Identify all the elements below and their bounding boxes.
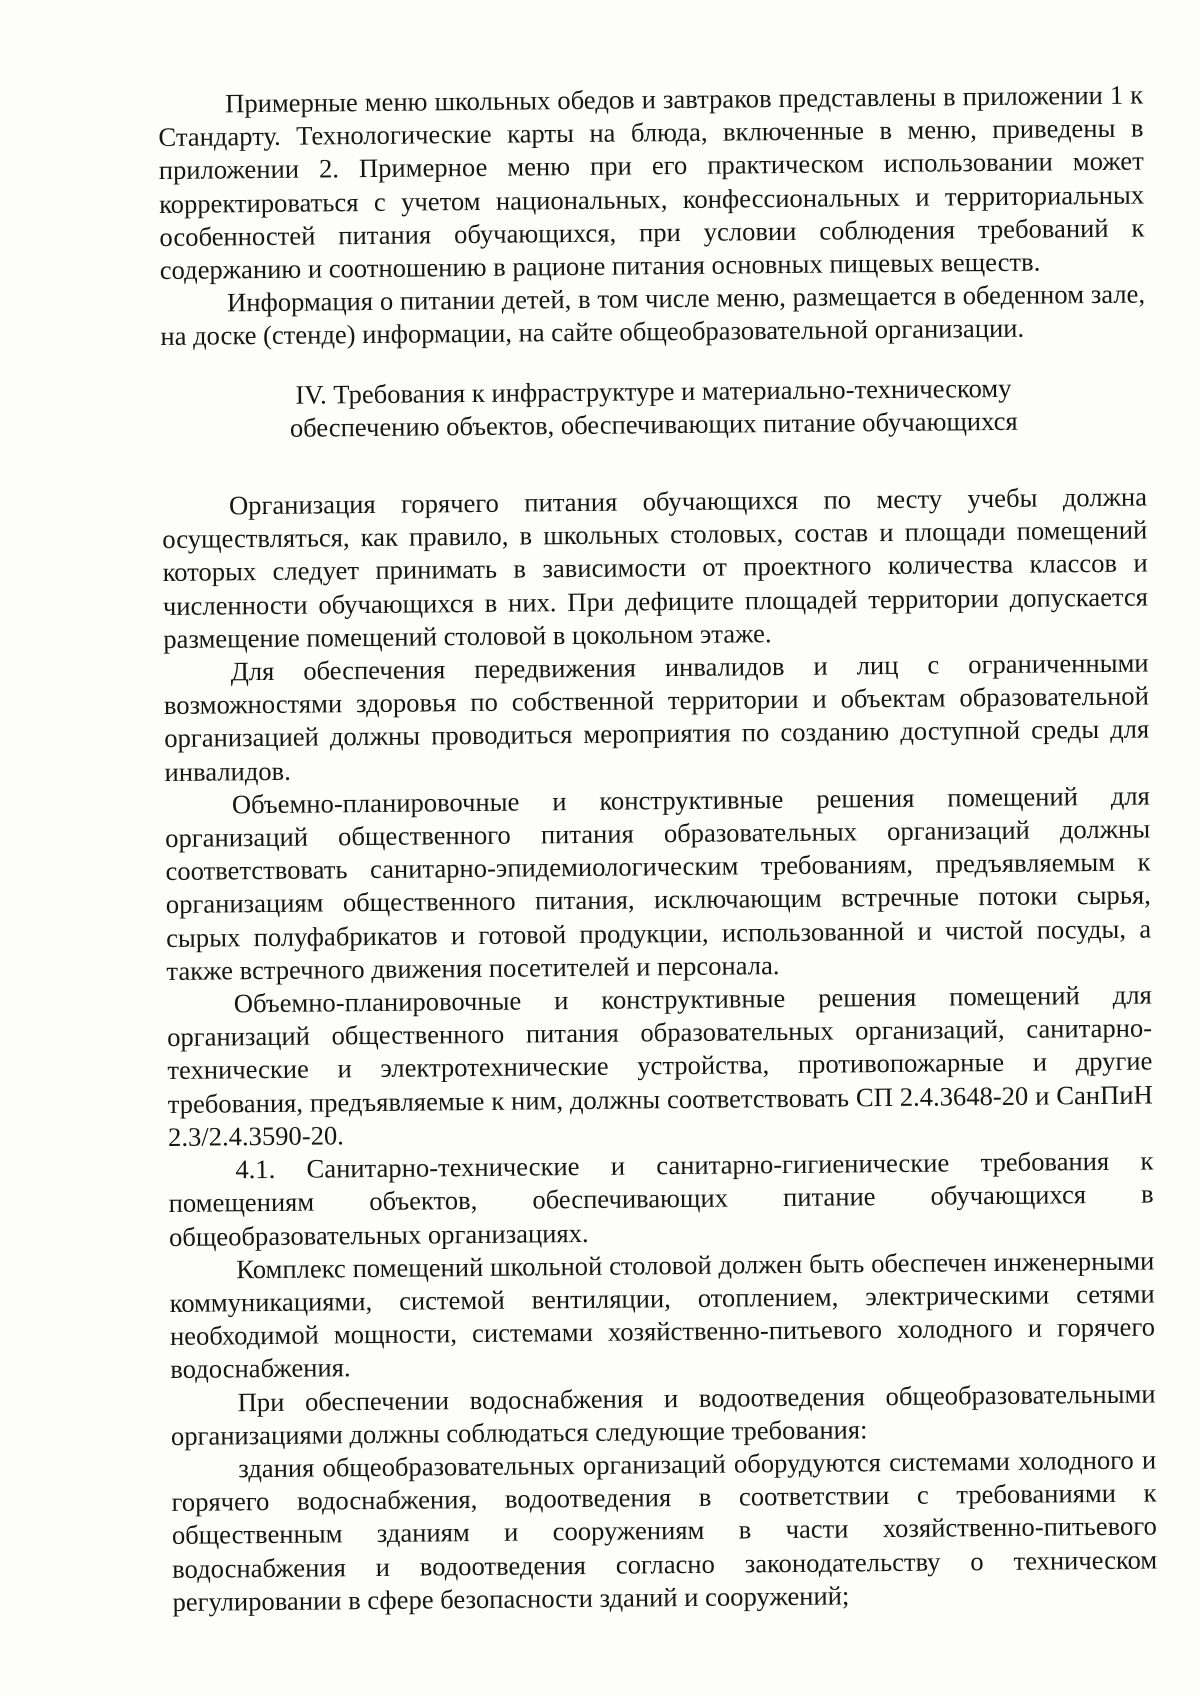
paragraph-accessibility: Для обеспечения передвижения инвалидов и лиц с ограниченными возможностями здоровья по собственной территории и объектам образовательной организацией должны проводиться мероприятия по созданию доступной среды для инвалидов. <box>163 647 1150 787</box>
section-heading <box>161 370 1147 446</box>
paragraph-water-supply-systems: здания общеобразовательных организаций оборудуются системами холодного и горячего водоснабжения, водоотведения в соответствии с требованиями к общественным зданиям и сооружениям в части хозяйственно-питьевого водоснабжения и водоотведения согласно законодательству о техническом регулировании в сфере безопасности зданий и сооружений; <box>171 1444 1158 1617</box>
paragraph-sample-menus: Примерные меню школьных обедов и завтраков представлены в приложении 1 к Стандарту. Технологические карты на блюда, включенные в меню, приведены в приложении 2. Примерное меню при его практическом использовании может корректироваться с учетом национальных, конфессиональных и территориальных особенностей питания обучающихся, при условии соблюдения требований к содержанию и соотношению в рационе питания основных пищевых веществ. <box>158 79 1145 286</box>
paragraph-standards-compliance: Объемно-планировочные и конструктивные решения помещений для организаций общественного питания образовательных организаций, санитарно-технические и электротехнические устройства, противопожарные и другие требования, предъявляемые к ним, должны соответствовать СП 2.4.3648-20 и СанПиН 2.3/2.4.3590-20. <box>166 979 1153 1152</box>
section-heading-line-2: обеспечению объектов, обеспечивающих питание обучающихся <box>289 405 1018 443</box>
paragraph-water-supply-intro: При обеспечении водоснабжения и водоотведения общеобразовательными организациями должны соблюдаться следующие требования: <box>170 1378 1156 1451</box>
paragraph-menu-information: Информация о питании детей, в том числе меню, размещается в обеденном зале, на доске (стенде) информации, на сайте общеобразовательной организации. <box>160 278 1146 352</box>
document-body <box>158 79 1158 1619</box>
section-heading-line-1: IV. Требования к инфраструктуре и материально-техническому <box>295 372 1012 410</box>
paragraph-engineering-communications: Комплекс помещений школьной столовой должен быть обеспечен инженерными коммуникациями, системой вентиляции, отоплением, электрическими сетями необходимой мощности, системами хозяйственно-питьевого холодного и горячего водоснабжения. <box>169 1245 1156 1385</box>
paragraph-sanitary-requirements: Объемно-планировочные и конструктивные решения помещений для организаций общественного питания образовательных организаций должны соответствовать санитарно-эпидемиологическим требованиям, предъявляемым к организациям общественного питания, исключающим встречные потоки сырья, сырых полуфабрикатов и готовой продукции, использованной и чистой посуды, а также встречного движения посетителей и персонала. <box>165 780 1152 986</box>
paragraph-hot-meals-organization: Организация горячего питания обучающихся по месту учебы должна осуществляться, как правило, в школьных столовых, состав и площади помещений которых следует принимать в зависимости от проектного количества классов и численности обучающихся в них. При дефиците площадей территории допускается размещение помещений столовой в цокольном этаже. <box>162 481 1149 654</box>
paragraph-section-4-1: 4.1. Санитарно-технические и санитарно-гигиенические требования к помещениям объектов, обеспечивающих питание обучающихся в общеобразовательных организациях. <box>168 1145 1154 1252</box>
